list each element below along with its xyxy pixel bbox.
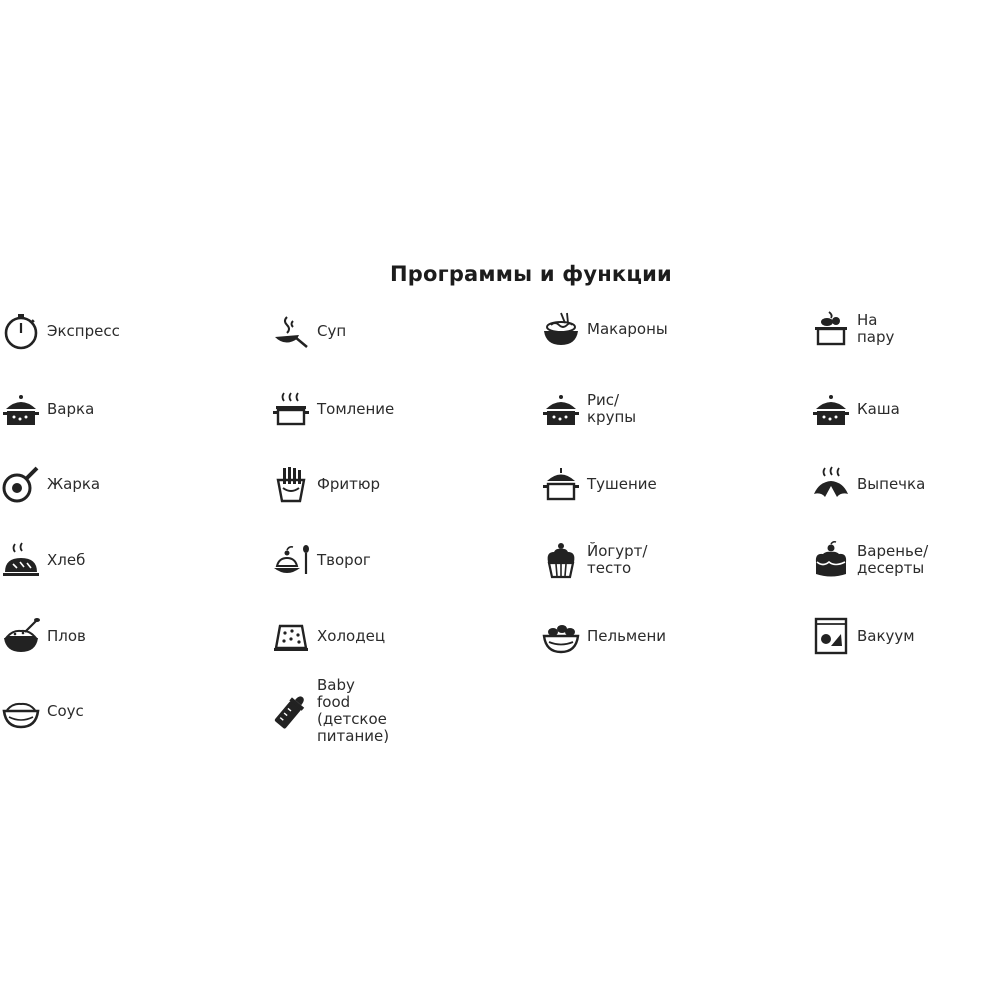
cottage-cheese-icon xyxy=(270,539,312,581)
sauce-bowl-icon xyxy=(0,690,42,732)
aspic-icon xyxy=(270,615,312,657)
program-item-bread xyxy=(0,535,85,585)
bread-icon xyxy=(0,539,42,581)
simmer-pot-icon xyxy=(270,388,312,430)
program-item-simmer xyxy=(270,384,394,434)
program-label: Baby food (детское питание) xyxy=(317,676,390,745)
program-item-deepfry xyxy=(270,459,380,509)
program-item-vacuum xyxy=(810,611,915,661)
program-item-bake xyxy=(810,459,925,509)
program-label: Макароны xyxy=(587,319,668,338)
program-label: На пару xyxy=(857,311,895,346)
dumplings-bowl-icon xyxy=(540,615,582,657)
program-item-fry xyxy=(0,459,100,509)
program-label: Йогурт/тесто xyxy=(587,542,648,577)
program-label: Варка xyxy=(47,399,95,418)
program-item-steam xyxy=(810,304,894,354)
program-item-dumplings xyxy=(540,611,666,661)
program-item-baby-food xyxy=(270,676,390,745)
program-label: Экспресс xyxy=(47,321,120,340)
program-label: Вакуум xyxy=(857,626,915,645)
program-label: Выпечка xyxy=(857,474,926,493)
program-label: Холодец xyxy=(317,626,386,645)
pasta-bowl-icon xyxy=(540,308,582,350)
croissant-icon xyxy=(810,463,852,505)
rice-pot-icon xyxy=(540,388,582,430)
program-label: Каша xyxy=(857,399,900,418)
program-item-cottage-cheese xyxy=(270,535,371,585)
program-label: Тушение xyxy=(587,474,657,493)
porridge-pot-icon xyxy=(810,388,852,430)
stopwatch-icon xyxy=(0,310,42,352)
page-title: Программы и функции xyxy=(390,262,672,286)
program-label: Пельмени xyxy=(587,626,667,645)
program-item-pasta xyxy=(540,304,668,354)
program-item-porridge xyxy=(810,384,900,434)
boiling-pot-icon xyxy=(0,388,42,430)
program-item-sauce xyxy=(0,686,84,736)
steamer-pot-icon xyxy=(810,308,852,350)
cupcake-icon xyxy=(540,539,582,581)
french-fries-icon xyxy=(270,463,312,505)
program-item-yogurt xyxy=(540,535,647,585)
program-item-express xyxy=(0,306,120,356)
program-item-rice xyxy=(540,384,636,434)
program-item-soup xyxy=(270,306,346,356)
program-label: Томление xyxy=(317,399,395,418)
program-label: Рис/крупы xyxy=(587,391,637,426)
cake-icon xyxy=(810,539,852,581)
vacuum-bag-icon xyxy=(810,615,852,657)
program-label: Варенье/десерты xyxy=(857,542,929,577)
program-label: Творог xyxy=(317,550,371,569)
soup-ladle-icon xyxy=(270,310,312,352)
program-label: Фритюр xyxy=(317,474,381,493)
program-label: Жарка xyxy=(47,474,101,493)
program-item-boil xyxy=(0,384,94,434)
program-item-jam xyxy=(810,535,928,585)
program-label: Соус xyxy=(47,701,84,720)
program-label: Суп xyxy=(317,321,347,340)
program-item-pilaf xyxy=(0,611,86,661)
program-label: Плов xyxy=(47,626,86,645)
pilaf-bowl-icon xyxy=(0,615,42,657)
stew-pot-icon xyxy=(540,463,582,505)
program-item-stew xyxy=(540,459,657,509)
program-item-aspic xyxy=(270,611,385,661)
program-label: Хлеб xyxy=(47,550,86,569)
frying-pan-icon xyxy=(0,463,42,505)
baby-bottle-icon xyxy=(270,690,312,732)
